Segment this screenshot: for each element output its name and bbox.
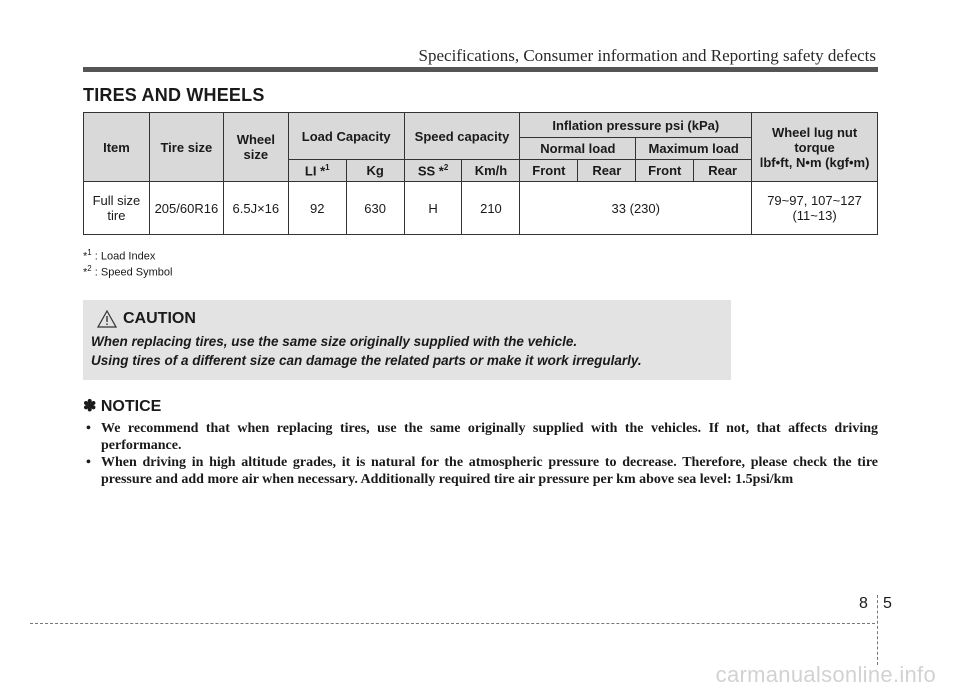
- notice-title: ✽ NOTICE: [83, 398, 162, 415]
- table-row: [84, 182, 878, 235]
- header-wheel-size: Wheel size: [223, 113, 288, 182]
- caution-line-1: When replacing tires, use the same size originally supplied with the vehicle.: [91, 334, 578, 349]
- header-tire-size: Tire size: [149, 113, 223, 182]
- header-item: Item: [84, 113, 150, 182]
- tires-wheels-table: [83, 112, 878, 235]
- header-normal-load: Normal load: [520, 138, 636, 160]
- cell-item: Full size tire: [84, 182, 150, 235]
- cell-li: 92: [288, 182, 346, 235]
- caution-heading: [97, 310, 196, 328]
- header-kg: Kg: [346, 160, 404, 182]
- footnote-1-mark: *: [83, 250, 88, 263]
- header-wheel-lug-torque: [752, 113, 878, 182]
- footnote-load-index: [83, 248, 155, 263]
- cell-tire-size: 205/60R16: [149, 182, 223, 235]
- page-header-title: Specifications, Consumer information and Reporting safety defects: [418, 46, 876, 65]
- footnote-speed-symbol: [83, 264, 172, 279]
- cell-kg: 630: [346, 182, 404, 235]
- footnote-1-sup: 1: [87, 248, 92, 257]
- header-load-capacity: Load Capacity: [288, 113, 404, 160]
- notice-list: [83, 420, 878, 488]
- header-li-label: LI *: [304, 163, 326, 179]
- caution-line-2: Using tires of a different size can damage the related parts or make it work irregularly.: [91, 353, 642, 368]
- header-normal-rear: Rear: [578, 160, 636, 182]
- footer-dashed-rule: [30, 623, 875, 624]
- warning-triangle-icon: [97, 310, 117, 328]
- header-ss-label: SS *: [417, 163, 444, 179]
- notice-item-text: We recommend that when replacing tires, use the same originally supplied with the vehicles. If not, that affects driving performance.: [101, 421, 878, 453]
- page-number: 5: [883, 595, 892, 612]
- header-max-front: Front: [636, 160, 694, 182]
- section-title: TIRES AND WHEELS: [83, 85, 265, 105]
- header-inflation-pressure: Inflation pressure psi (kPa): [520, 113, 752, 138]
- header-li-sup: 1: [325, 162, 330, 172]
- list-item: [83, 454, 878, 488]
- footnote-2-sup: 2: [87, 264, 92, 273]
- header-wheel-lug-label: Wheel lug nut torque: [771, 124, 858, 155]
- cell-wheel-size: 6.5J×16: [223, 182, 288, 235]
- header-ss-sup: 2: [443, 162, 449, 172]
- cell-kmh: 210: [462, 182, 520, 235]
- bullet-icon: •: [86, 421, 91, 436]
- notice-item-text: When driving in high altitude grades, it is natural for the atmospheric pressure to decrease. Therefore, please check the tire pressure and add more air when necessary. Additionally required tire air pressure per km above sea level: 1.5psi/km: [101, 455, 878, 487]
- header-max-rear: Rear: [694, 160, 752, 182]
- header-rule: [83, 67, 878, 72]
- header-normal-front: Front: [520, 160, 578, 182]
- header-kmh: Km/h: [462, 160, 520, 182]
- footnote-2-text: : Speed Symbol: [91, 266, 173, 279]
- cell-inflation: 33 (230): [520, 182, 752, 235]
- list-item: [83, 420, 878, 454]
- header-wheel-lug-units: lbf•ft, N•m (kgf•m): [759, 154, 870, 170]
- header-speed-capacity: Speed capacity: [404, 113, 520, 160]
- footnote-1-text: : Load Index: [91, 250, 156, 263]
- cell-torque: 79~97, 107~127 (11~13): [752, 182, 878, 235]
- page-chapter-number: 8: [859, 595, 868, 612]
- header-ss: [404, 160, 462, 182]
- footnote-2-mark: *: [83, 266, 88, 279]
- caution-box: [83, 300, 731, 380]
- bullet-icon: •: [86, 455, 91, 470]
- header-maximum-load: Maximum load: [636, 138, 752, 160]
- footer-vertical-divider: [877, 595, 878, 665]
- watermark-text: carmanualsonline.info: [715, 662, 936, 687]
- header-li: [288, 160, 346, 182]
- cell-ss: H: [404, 182, 462, 235]
- caution-title: CAUTION: [123, 310, 196, 327]
